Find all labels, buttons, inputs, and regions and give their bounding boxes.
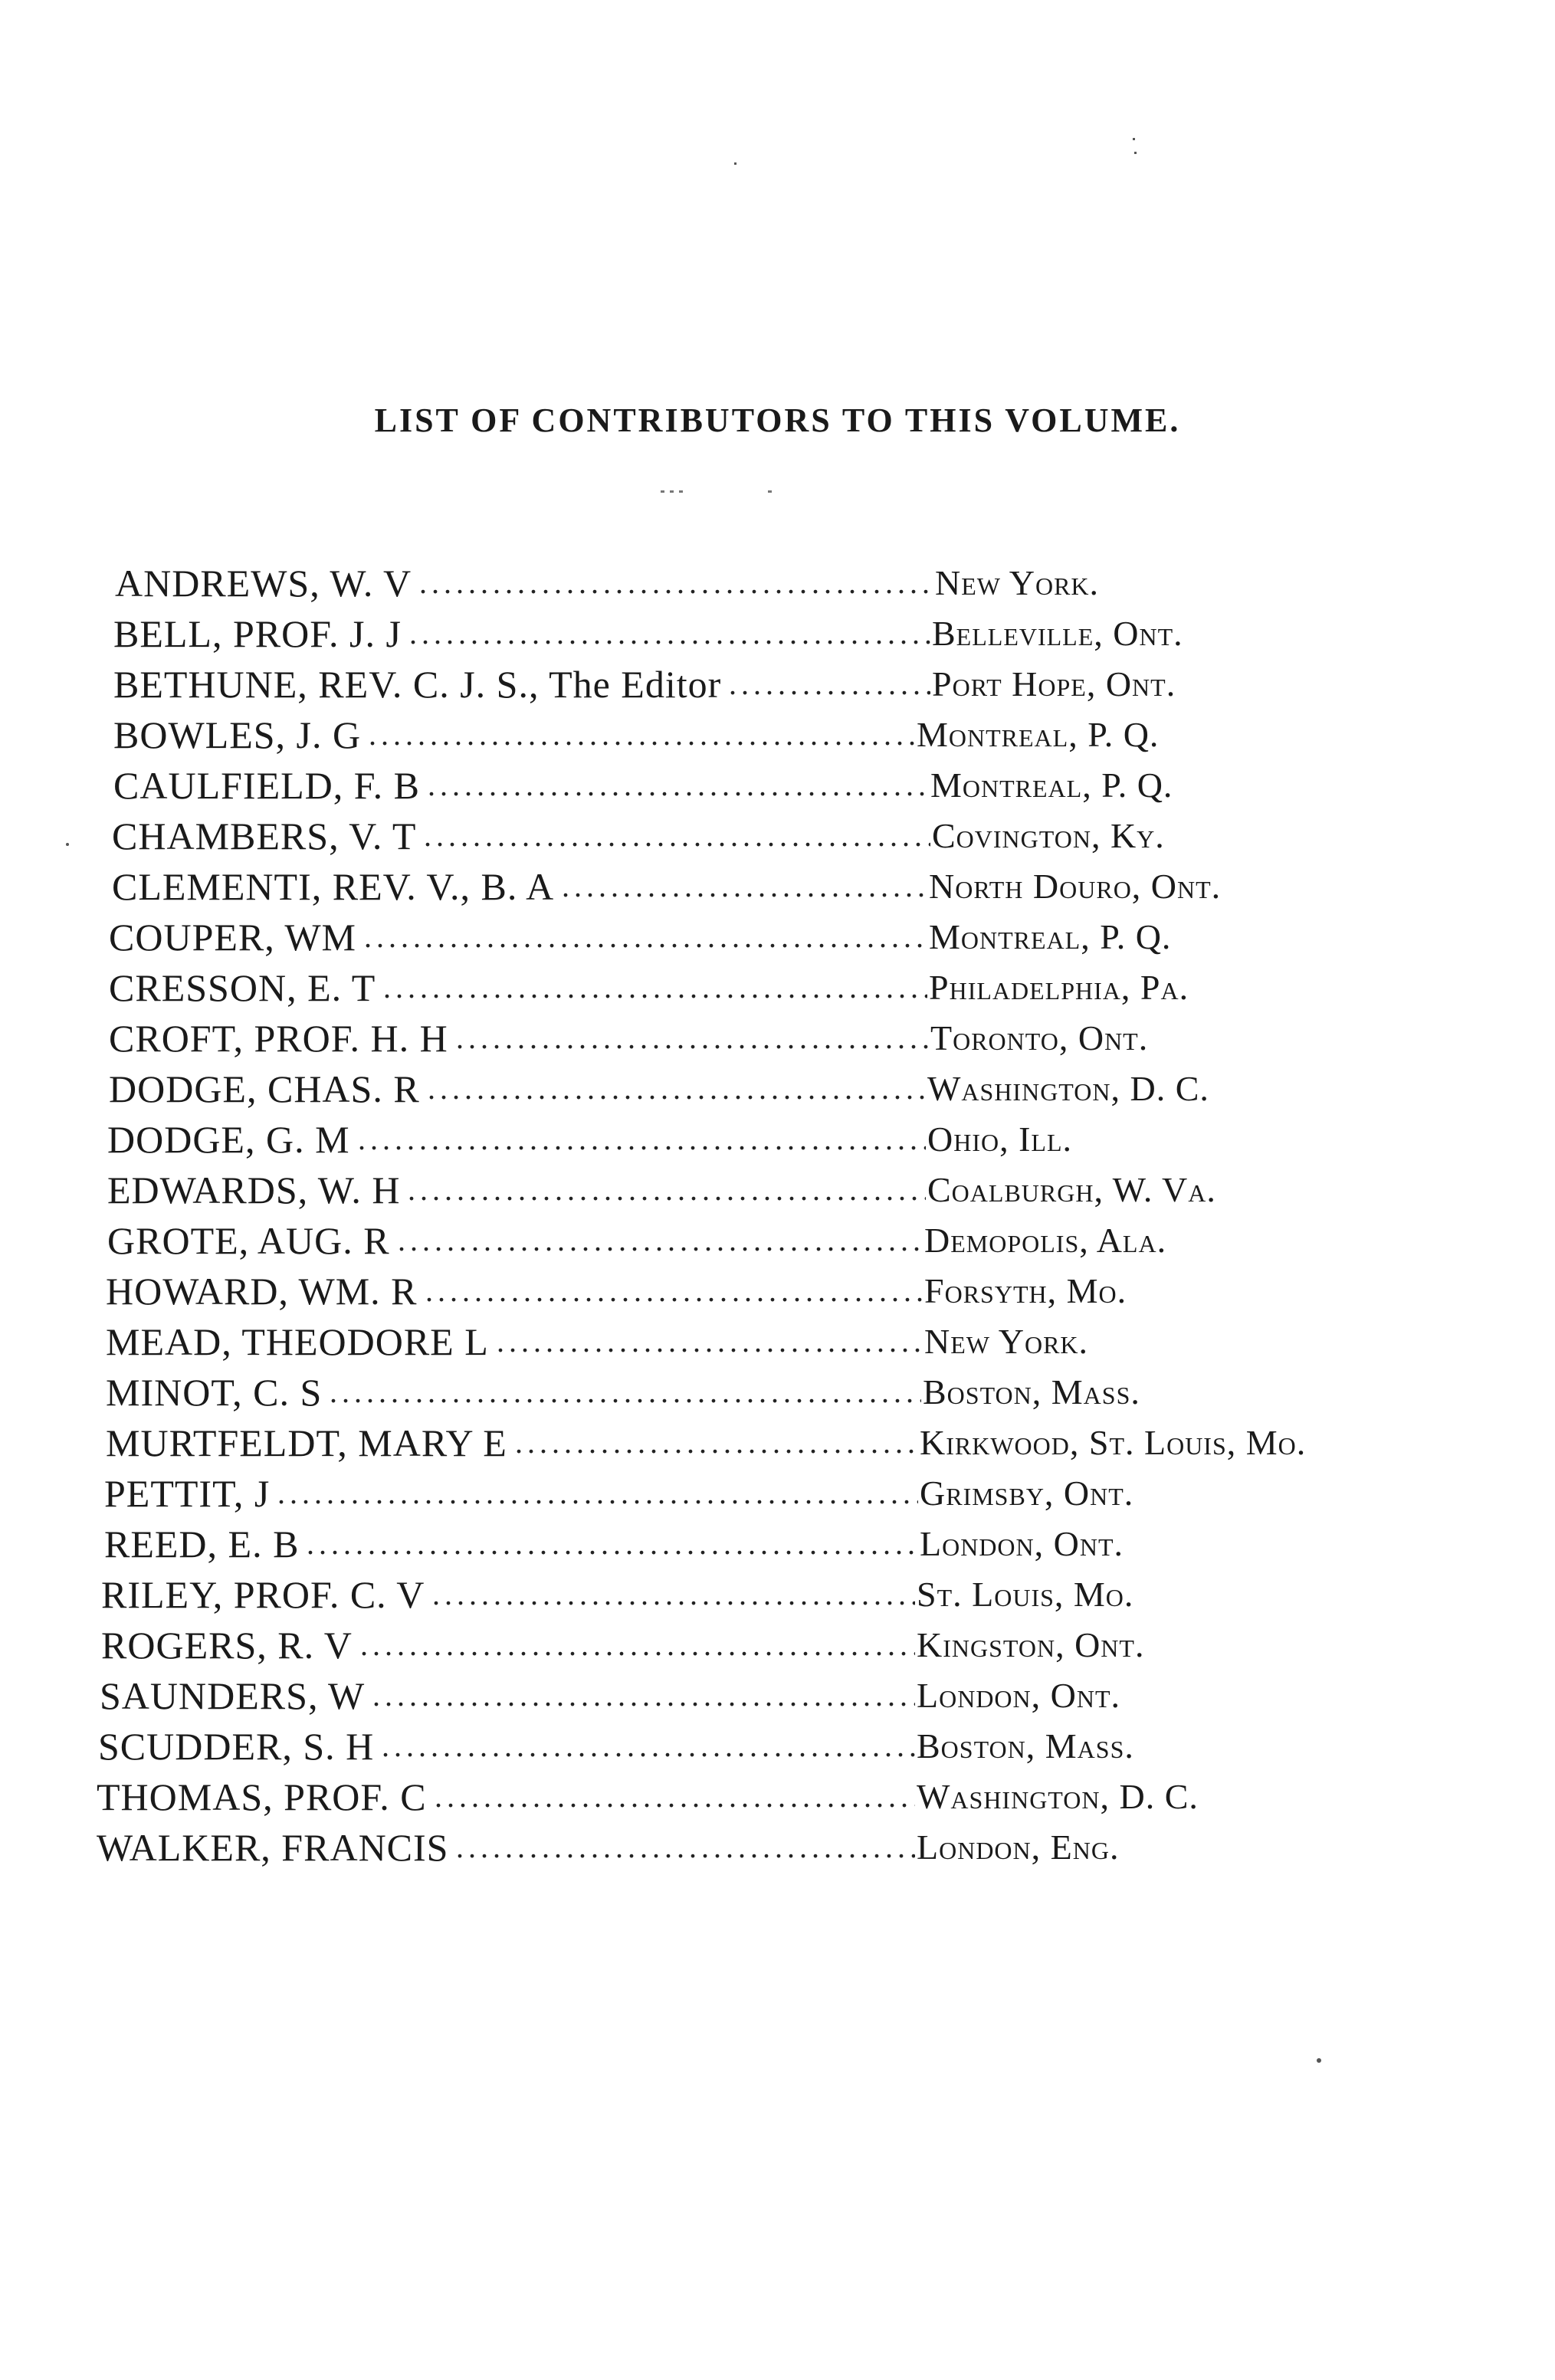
dot-leader — [330, 1367, 921, 1418]
contributor-place: Forsyth, Mo. — [924, 1271, 1127, 1310]
dot-leader — [424, 811, 930, 861]
contributor-place: Port Hope, Ont. — [932, 664, 1176, 703]
dot-leader — [419, 558, 933, 608]
contributor-row — [0, 608, 1509, 659]
print-speck — [734, 162, 736, 165]
contributor-row — [0, 1418, 1509, 1468]
contributor-name: CLEMENTI, REV. V., B. A — [112, 865, 555, 908]
contributor-place: Washington, D. C. — [917, 1777, 1199, 1816]
contributor-row — [0, 1165, 1509, 1215]
contributor-name: ROGERS, R. V — [101, 1624, 353, 1667]
contributor-row — [0, 1569, 1509, 1620]
contributor-name: PETTIT, J — [104, 1472, 271, 1515]
dot-leader — [562, 861, 927, 912]
contributor-place: St. Louis, Mo. — [917, 1575, 1134, 1614]
contributor-row — [0, 1468, 1509, 1519]
contributor-name: ANDREWS, W. V — [115, 562, 412, 605]
contributor-row — [0, 659, 1509, 710]
contributor-row — [0, 962, 1509, 1013]
contributor-row — [0, 1721, 1509, 1772]
dot-leader — [515, 1418, 918, 1468]
title-ornament — [661, 490, 783, 498]
contributor-row — [0, 558, 1509, 608]
contributor-place: New York. — [924, 1322, 1089, 1361]
contributor-name: GROTE, AUG. R — [107, 1219, 390, 1262]
dot-leader — [372, 1670, 915, 1721]
contributor-row — [0, 710, 1509, 760]
contributor-place: Montreal, P. Q. — [930, 765, 1173, 805]
contributor-row — [0, 1670, 1509, 1721]
contributor-name: DODGE, G. M — [107, 1118, 350, 1161]
contributor-name: CRESSON, E. T — [109, 966, 376, 1009]
contributor-row — [0, 1215, 1509, 1266]
dot-leader — [398, 1215, 923, 1266]
page-title: LIST OF CONTRIBUTORS TO THIS VOLUME. — [374, 402, 1181, 440]
dot-leader — [277, 1468, 918, 1519]
contributor-name: RILEY, PROF. C. V — [101, 1573, 425, 1616]
contributor-name: MURTFELDT, MARY E — [106, 1421, 507, 1464]
contributor-name: CHAMBERS, V. T — [112, 815, 417, 857]
contributor-place: Ohio, Ill. — [927, 1120, 1073, 1159]
contributor-name: COUPER, WM — [109, 916, 357, 959]
contributor-name: REED, E. B — [104, 1523, 300, 1565]
contributor-name: HOWARD, WM. R — [106, 1270, 418, 1313]
dot-leader — [729, 659, 930, 710]
dot-leader — [307, 1519, 918, 1569]
contributor-place: London, Eng. — [917, 1828, 1120, 1867]
contributor-row — [0, 1316, 1509, 1367]
contributor-place: Toronto, Ont. — [930, 1018, 1149, 1057]
dot-leader — [364, 912, 927, 962]
contributor-name: EDWARDS, W. H — [107, 1169, 401, 1211]
contributor-place: Grimsby, Ont. — [920, 1474, 1134, 1513]
contributor-place: Coalburgh, W. Va. — [927, 1170, 1216, 1209]
contributor-name: SCUDDER, S. H — [98, 1725, 375, 1768]
contributor-place: Philadelphia, Pa. — [929, 968, 1189, 1007]
contributor-name: SAUNDERS, W — [100, 1674, 366, 1717]
contributor-row — [0, 1620, 1509, 1670]
contributor-place: Kirkwood, St. Louis, Mo. — [920, 1423, 1307, 1462]
contributor-list — [0, 558, 1555, 1873]
contributor-name: BELL, PROF. J. J — [113, 612, 402, 655]
dot-leader — [432, 1569, 915, 1620]
contributor-place: New York. — [935, 563, 1100, 602]
contributor-name: DODGE, CHAS. R — [109, 1067, 420, 1110]
contributor-place: North Douro, Ont. — [929, 867, 1222, 906]
contributor-row — [0, 1013, 1509, 1064]
contributor-row — [0, 1519, 1509, 1569]
contributor-name: CAULFIELD, F. B — [113, 764, 420, 807]
contributor-row — [0, 1772, 1509, 1822]
contributor-name: CROFT, PROF. H. H — [109, 1017, 448, 1060]
dot-leader — [456, 1013, 929, 1064]
dot-leader — [409, 608, 930, 659]
contributor-place: Belleville, Ont. — [932, 614, 1183, 653]
dot-leader — [382, 1721, 915, 1772]
contributor-place: Montreal, P. Q. — [929, 917, 1172, 956]
contributor-name: MINOT, C. S — [106, 1371, 323, 1414]
contributor-place: Washington, D. C. — [927, 1069, 1209, 1108]
contributor-row — [0, 1114, 1509, 1165]
contributor-row — [0, 811, 1509, 861]
contributor-place: Boston, Mass. — [923, 1372, 1140, 1411]
dot-leader — [428, 760, 929, 811]
contributor-row — [0, 912, 1509, 962]
contributor-name: BOWLES, J. G — [113, 713, 362, 756]
contributor-place: Montreal, P. Q. — [917, 715, 1160, 754]
contributor-row — [0, 1822, 1509, 1873]
contributor-row — [0, 1064, 1509, 1114]
contributor-name: THOMAS, PROF. C — [97, 1775, 427, 1818]
dot-leader — [497, 1316, 923, 1367]
contributor-row — [0, 861, 1509, 912]
contributor-place: Kingston, Ont. — [917, 1625, 1145, 1664]
dot-leader — [408, 1165, 926, 1215]
contributor-place: Boston, Mass. — [917, 1726, 1134, 1765]
print-speck — [1133, 138, 1135, 140]
contributor-name: BETHUNE, REV. C. J. S., The Editor — [113, 663, 722, 706]
dot-leader — [369, 710, 915, 760]
dot-leader — [360, 1620, 915, 1670]
contributor-name: WALKER, FRANCIS — [97, 1826, 449, 1869]
contributor-place: London, Ont. — [917, 1676, 1121, 1715]
dot-leader — [383, 962, 927, 1013]
dot-leader — [428, 1064, 926, 1114]
contributor-place: London, Ont. — [920, 1524, 1124, 1563]
dot-leader — [425, 1266, 923, 1316]
print-speck — [1317, 2058, 1321, 2063]
dot-leader — [435, 1772, 915, 1822]
contributor-row — [0, 1266, 1509, 1316]
contributor-row — [0, 760, 1509, 811]
contributor-row — [0, 1367, 1509, 1418]
contributor-place: Demopolis, Ala. — [924, 1221, 1167, 1260]
dot-leader — [456, 1822, 915, 1873]
contributor-place: Covington, Ky. — [932, 816, 1165, 855]
print-speck — [1134, 152, 1137, 154]
dot-leader — [358, 1114, 926, 1165]
contributor-name: MEAD, THEODORE L — [106, 1320, 489, 1363]
